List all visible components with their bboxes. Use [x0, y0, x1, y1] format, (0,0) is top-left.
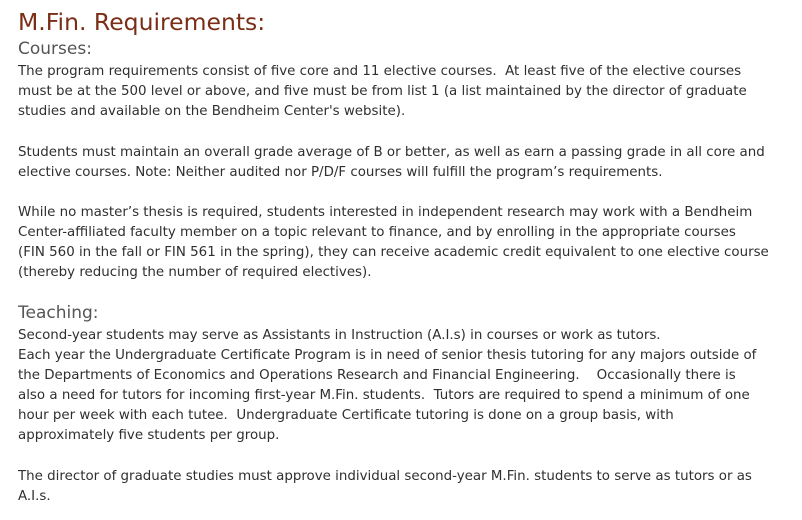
text-line: The program requirements consist of five core and 11 elective courses. At least five of the elective courses — [18, 64, 742, 79]
teaching-heading: Teaching: — [18, 303, 99, 323]
text-line: Each year the Undergraduate Certificate Program is in need of senior thesis tutoring for any majors outside of — [18, 348, 757, 363]
text-line: Center-affiliated faculty member on a topic relevant to finance, and by enrolling in the appropriate courses — [18, 225, 736, 240]
courses-paragraph-1 — [18, 62, 747, 122]
text-line: studies and available on the Bendheim Center's website). — [18, 104, 406, 119]
page-title: M.Fin. Requirements: — [18, 8, 266, 36]
text-line: A.I.s. — [18, 489, 51, 504]
text-line: must be at the 500 level or above, and five must be from list 1 (a list maintained by the director of graduate — [18, 84, 747, 99]
teaching-paragraph-1 — [18, 326, 756, 446]
text-line: While no master’s thesis is required, students interested in independent research may work with a Bendheim — [18, 205, 753, 220]
text-line: (thereby reducing the number of required electives). — [18, 265, 372, 280]
text-line: Second-year students may serve as Assistants in Instruction (A.I.s) in courses or work as tutors. — [18, 328, 661, 343]
text-line: approximately five students per group. — [18, 428, 280, 443]
text-line: Students must maintain an overall grade average of B or better, as well as earn a passing grade in all core and — [18, 145, 765, 160]
text-line: hour per week with each tutee. Undergraduate Certificate tutoring is done on a group basis, with — [18, 408, 674, 423]
text-line: elective courses. Note: Neither audited nor P/D/F courses will fulfill the program’s requirements. — [18, 165, 663, 180]
courses-paragraph-3 — [18, 203, 769, 283]
courses-heading: Courses: — [18, 39, 92, 59]
text-line: also a need for tutors for incoming first-year M.Fin. students. Tutors are required to spend a minimum of one — [18, 388, 750, 403]
text-line: the Departments of Economics and Operations Research and Financial Engineering. Occasionally there is — [18, 368, 736, 383]
text-line: (FIN 560 in the fall or FIN 561 in the spring), they can receive academic credit equivalent to one elective course — [18, 245, 769, 260]
text-line: The director of graduate studies must approve individual second-year M.Fin. students to serve as tutors or as — [18, 469, 752, 484]
teaching-paragraph-2 — [18, 467, 752, 507]
courses-paragraph-2 — [18, 143, 765, 183]
